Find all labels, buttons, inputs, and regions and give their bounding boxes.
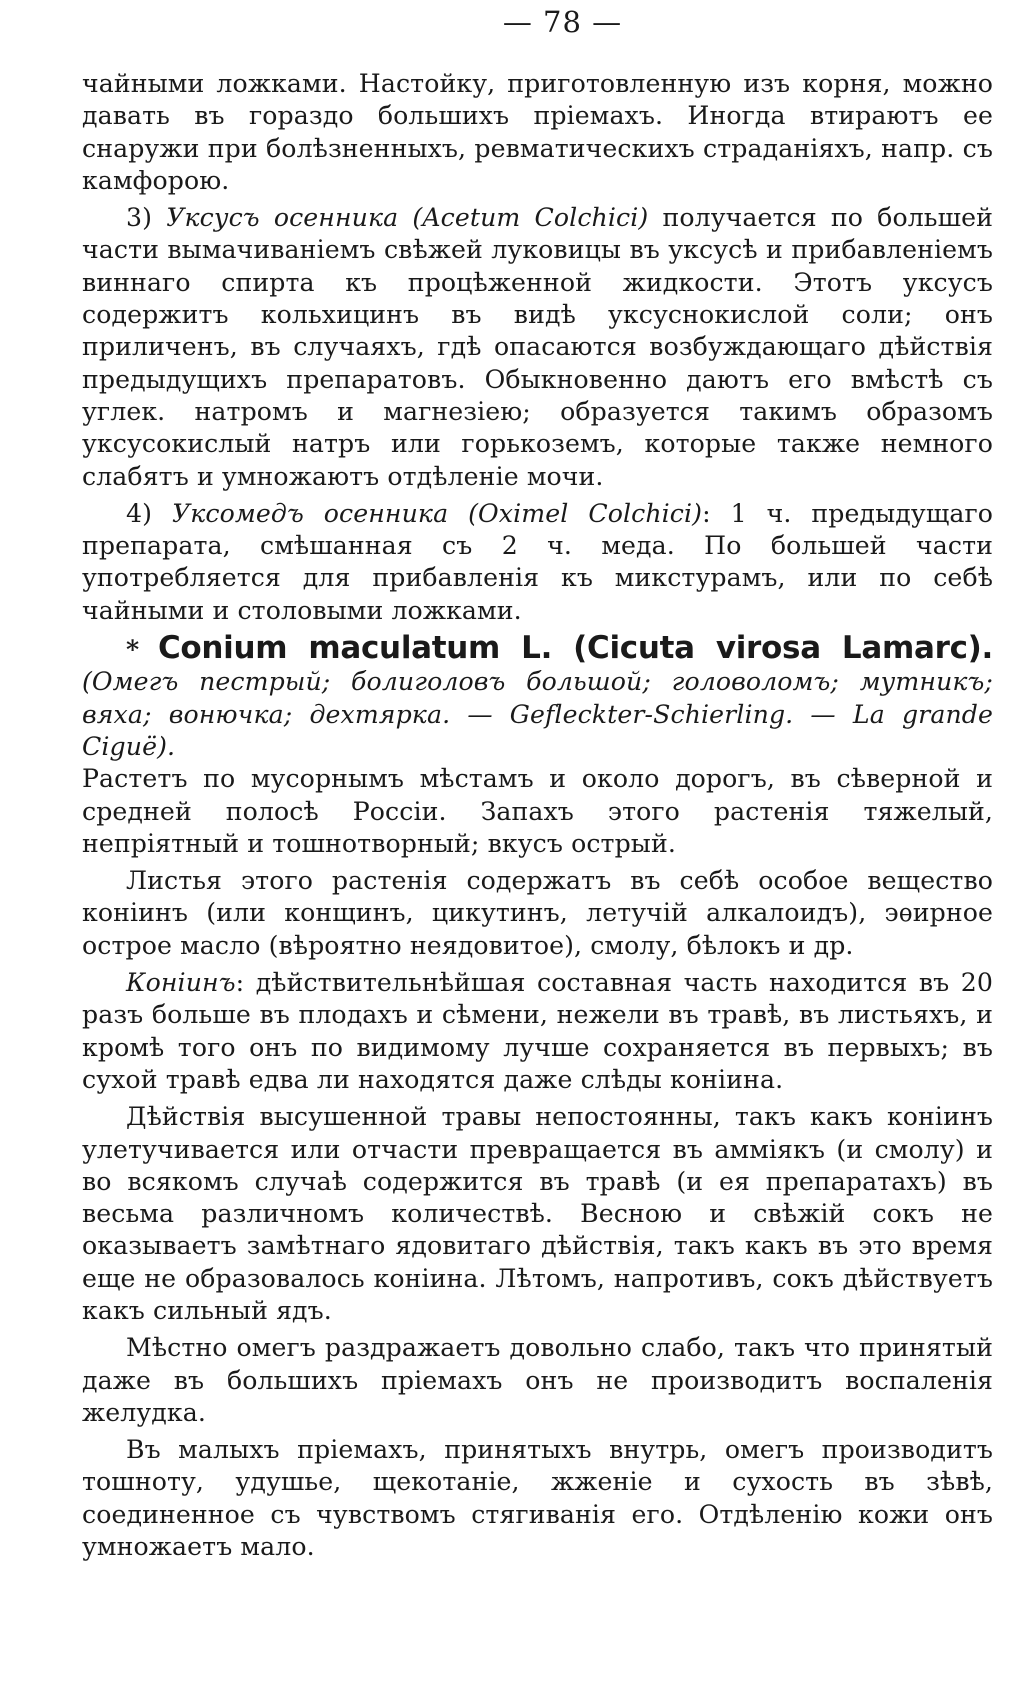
paragraph-text: : дѣйствительнѣйшая составная часть находится въ 20 разъ больше въ плодахъ и сѣмени, нежели въ травѣ, въ листьяхъ, и кромѣ того онъ по видимому лучше сохраняется въ первыхъ; въ сухой травѣ едва ли находятся даже слѣды коніина.: [82, 968, 993, 1094]
remedy-name-ru: Уксомедъ осенника: [171, 498, 449, 528]
item-number: 3): [126, 203, 153, 233]
paragraph-acetum: [82, 202, 993, 493]
paragraph-composition: Листья этого растенія содержатъ въ себѣ особое вещество коніинъ (или конщинъ, цикутинъ, летучій алкалоидъ), эѳирное острое масло (вѣроятно неядовитое), смолу, бѣлокъ и др.: [82, 866, 993, 960]
remedy-name-ru: Уксусъ осенника: [166, 203, 399, 233]
paragraph-habitat: Растетъ по мусорнымъ мѣстамъ и около дорогъ, въ сѣверной и средней полосѣ Россіи. Запахъ этого растенія тяжелый, непріятный и тошнотворный; вкусъ острый.: [82, 764, 993, 858]
remedy-name-latin: (Oximel Colchici): [468, 498, 703, 528]
heading-asterisk: *: [126, 634, 140, 665]
section-heading-conium: [82, 632, 993, 763]
paragraph-oximel: [82, 498, 993, 627]
paragraph-text: получается по большей части вымачиваніемъ свѣжей луковицы въ уксусѣ и прибавленіемъ виннаго спирта къ процѣженной жидкости. Этотъ уксусъ содержитъ кольхицинъ въ видѣ уксуснокислой соли; онъ приличенъ, въ случаяхъ, гдѣ опасаются возбуждающаго дѣйствія предыдущихъ препаратовъ. Обыкновенно даютъ его вмѣстѣ съ углек. натромъ и магнезіею; образуется такимъ образомъ уксусокислый натръ или горькоземъ, которые также немного слабятъ и умножаютъ отдѣленіе мочи.: [82, 203, 994, 491]
page-number: — 78 —: [502, 5, 623, 39]
paragraph-coniine: [82, 967, 993, 1096]
paragraph-dried-herb: Дѣйствія высушенной травы непостоянны, такъ какъ коніинъ улетучивается или отчасти превращается въ аммiякъ (и смолу) и во всякомъ случаѣ содержится въ травѣ (и ея препаратахъ) въ весьма различномъ количествѣ. Весною и свѣжій сокъ не оказываетъ замѣтнаго ядовитаго дѣйствія, такъ какъ въ это время еще не образовалось коніина. Лѣтомъ, напротивъ, сокъ дѣйствуетъ какъ сильный ядъ.: [82, 1102, 993, 1325]
page-text: [82, 68, 993, 1563]
paragraph-local-action: Мѣстно омегъ раздражаетъ довольно слабо, такъ что принятый даже въ большихъ пріемахъ онъ не производитъ воспаленія желудка.: [82, 1333, 993, 1427]
paragraph-small-doses: Въ малыхъ пріемахъ, принятыхъ внутрь, омегъ производитъ тошноту, удушье, щекотаніе, жженіе и сухость въ зѣвѣ, соединенное съ чувствомъ стягиванія его. Отдѣленію кожи онъ умножаетъ мало.: [82, 1435, 993, 1562]
vernacular-names: (Омегъ пестрый; болиголовъ большой; головоломъ; мутникъ; вяха; вонючка; дехтярка. — Gefleckter-Schierling. — La grande Ciguë).: [82, 667, 993, 761]
term-coniine: Коніинъ: [126, 968, 236, 998]
section-title: Conium maculatum L. (Cicuta virosa Lamarc).: [157, 630, 993, 667]
paragraph-text: : 1 ч. предыдущаго препарата, смѣшанная съ 2 ч. меда. По большей части употребляется для прибавленія къ микстурамъ, или по себѣ чайными и столовыми ложками.: [82, 498, 994, 625]
item-number: 4): [126, 498, 153, 528]
paragraph-continuation: чайными ложками. Настойку, приготовленную изъ корня, можно давать въ гораздо большихъ пріемахъ. Иногда втираютъ ее снаружи при болѣзненныхъ, ревматическихъ страданіяхъ, напр. съ камфорою.: [82, 69, 993, 195]
remedy-name-latin: (Acetum Colchici): [412, 203, 649, 233]
